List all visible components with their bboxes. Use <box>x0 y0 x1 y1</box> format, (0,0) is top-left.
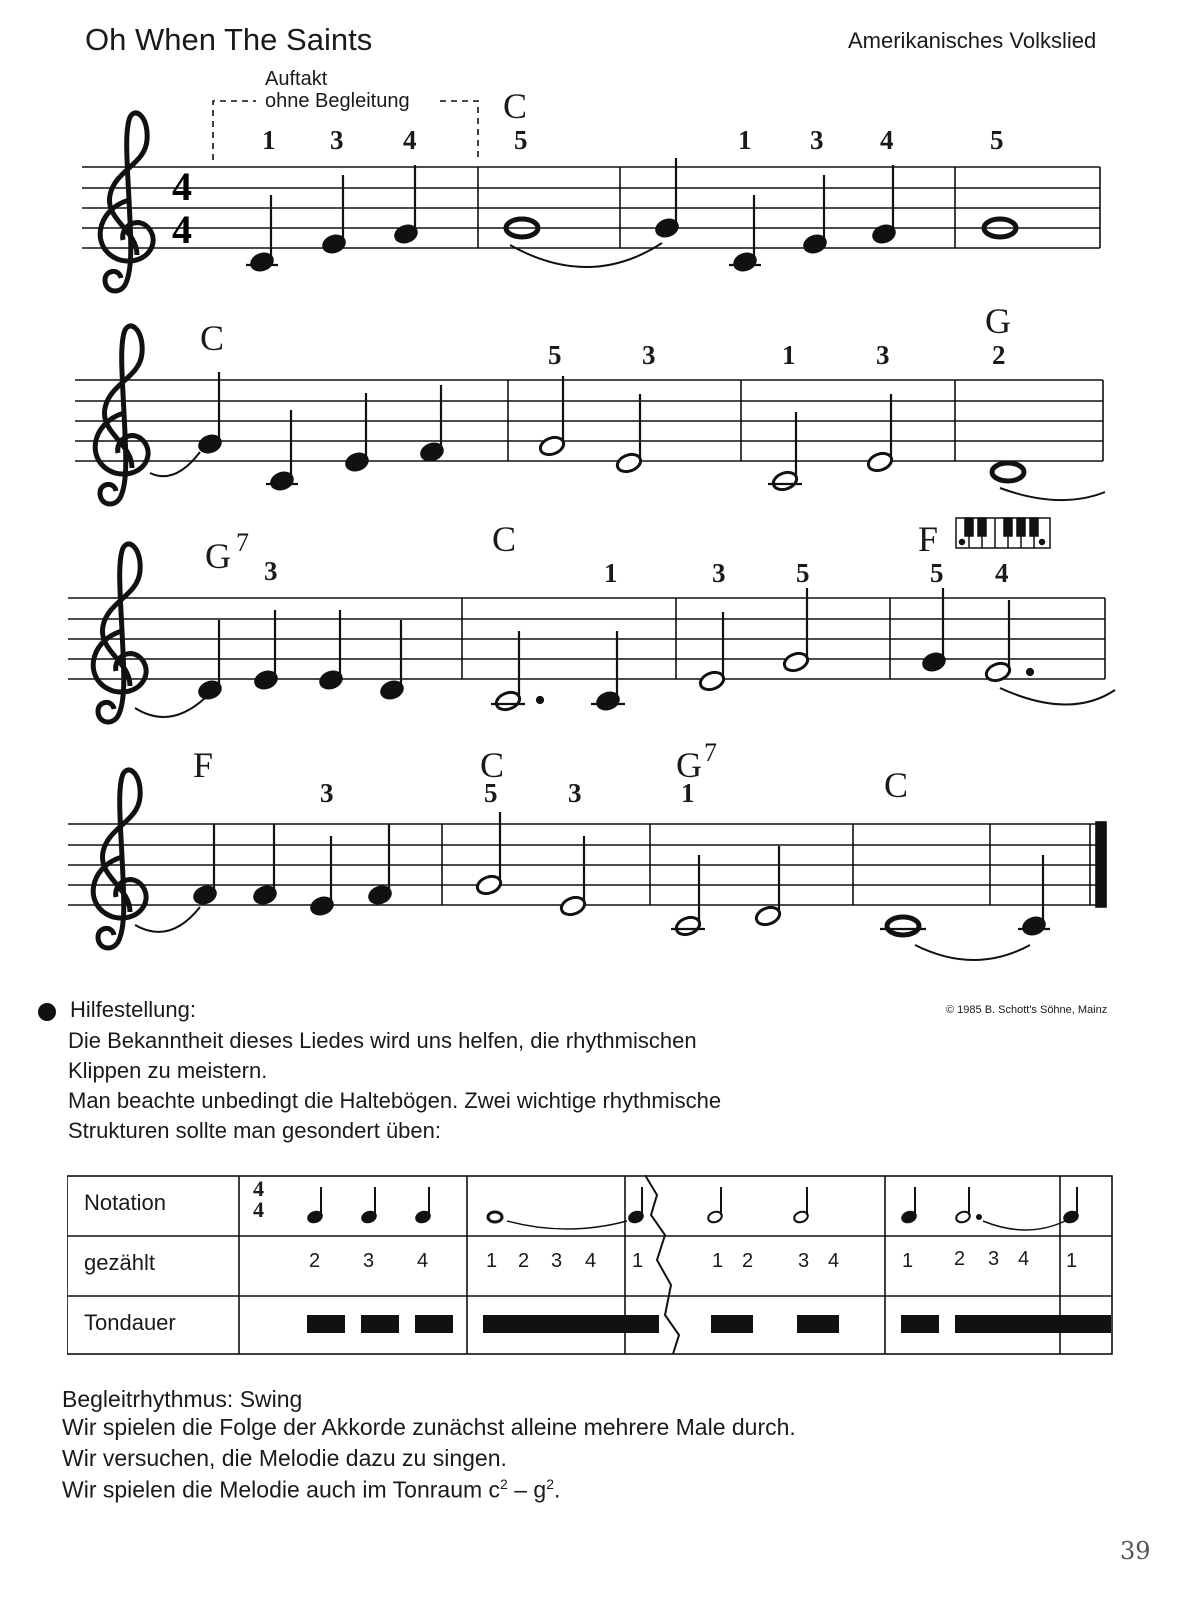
accompaniment-rhythm: Begleitrhythmus: Swing <box>62 1386 303 1412</box>
time-sig-bottom: 4 <box>172 207 192 252</box>
bullet-icon <box>38 1003 56 1021</box>
help-text-line: Klippen zu meistern. <box>68 1058 268 1083</box>
auftakt-note: ohne Begleitung <box>265 90 410 112</box>
staff-system-1 <box>82 167 1100 248</box>
range-text: . <box>554 1476 561 1503</box>
count: 4 <box>585 1250 597 1272</box>
count: 1 <box>902 1250 914 1272</box>
treble-clef-icon <box>93 770 146 948</box>
staff-system-4 <box>68 822 1106 907</box>
footer-text-line <box>62 1476 560 1504</box>
time-sig-top: 4 <box>172 164 192 209</box>
footer-text-line: Wir spielen die Folge der Akkorde zunächst alleine mehrere Male durch. <box>62 1414 796 1440</box>
count: 3 <box>363 1250 375 1272</box>
notes-system-1 <box>246 158 1016 273</box>
staff-system-3 <box>68 598 1105 679</box>
fingering: 3 <box>320 778 334 808</box>
count: 3 <box>551 1250 563 1272</box>
fingering: 1 <box>604 558 618 588</box>
count: 1 <box>1066 1250 1078 1272</box>
song-origin: Amerikanisches Volkslied <box>848 28 1097 53</box>
fingering: 1 <box>262 125 276 155</box>
fingering: 3 <box>568 778 582 808</box>
fingering: 3 <box>712 558 726 588</box>
fingering: 3 <box>264 556 278 586</box>
fingering: 5 <box>990 125 1004 155</box>
row-label-counted: gezählt <box>84 1250 155 1275</box>
auftakt-label: Auftakt <box>265 68 328 90</box>
chord-symbol: G <box>676 745 702 785</box>
help-text-line: Die Bekanntheit dieses Liedes wird uns helfen, die rhythmischen <box>68 1028 697 1053</box>
count: 4 <box>828 1250 840 1272</box>
count: 3 <box>988 1248 1000 1270</box>
chord-symbol: C <box>200 318 225 358</box>
count: 2 <box>309 1250 321 1272</box>
treble-clef-icon <box>100 113 153 291</box>
fingering: 1 <box>738 125 752 155</box>
fingering: 4 <box>995 558 1009 588</box>
fingering: 3 <box>876 340 890 370</box>
chord-symbol: C <box>884 765 909 805</box>
fingering: 3 <box>642 340 656 370</box>
fingering: 5 <box>796 558 810 588</box>
chord-superscript: 7 <box>236 528 249 557</box>
count: 2 <box>742 1250 754 1272</box>
chord-symbol: C <box>503 86 528 126</box>
chord-symbol: G <box>205 536 231 576</box>
page-number: 39 <box>1120 1537 1151 1565</box>
count: 2 <box>518 1250 530 1272</box>
notes-system-4 <box>135 812 1050 960</box>
staff-system-2 <box>75 380 1103 461</box>
count: 4 <box>1018 1248 1030 1270</box>
help-text-line: Strukturen sollte man gesondert üben: <box>68 1118 442 1143</box>
chord-symbol: C <box>492 519 517 559</box>
notes-system-3 <box>135 588 1115 717</box>
count: 1 <box>486 1250 498 1272</box>
fingering: 3 <box>810 125 824 155</box>
table-time-sig-top: 4 <box>253 1176 264 1201</box>
count: 1 <box>712 1250 724 1272</box>
count: 1 <box>632 1250 644 1272</box>
notes-system-2 <box>150 372 1105 500</box>
piano-keyboard-icon <box>956 518 1050 548</box>
table-time-sig-bottom: 4 <box>253 1197 264 1222</box>
fingering: 5 <box>484 778 498 808</box>
chord-superscript: 7 <box>704 738 717 767</box>
row-label-notation: Notation <box>84 1190 166 1215</box>
chord-symbol: C <box>480 745 505 785</box>
treble-clef-icon <box>95 326 148 504</box>
song-title: Oh When The Saints <box>85 22 373 57</box>
footer-text-line: Wir versuchen, die Melodie dazu zu singen. <box>62 1445 507 1471</box>
fingering: 5 <box>930 558 944 588</box>
range-octave: 2 <box>500 1476 508 1492</box>
range-octave: 2 <box>546 1476 555 1492</box>
range-text: – g <box>507 1476 547 1503</box>
fingering: 4 <box>403 125 417 155</box>
fingering: 2 <box>992 340 1006 370</box>
fingering: 1 <box>782 340 796 370</box>
chord-symbol: F <box>193 745 214 785</box>
range-text: Wir spielen die Melodie auch im Tonraum c <box>62 1476 501 1503</box>
fingering: 1 <box>681 778 695 808</box>
fingering: 5 <box>548 340 562 370</box>
fingering: 4 <box>880 125 894 155</box>
count: 3 <box>798 1250 810 1272</box>
fingering: 3 <box>330 125 344 155</box>
treble-clef-icon <box>93 544 146 722</box>
copyright-note: © 1985 B. Schott's Söhne, Mainz <box>946 1004 1108 1016</box>
chord-symbol: F <box>918 519 939 559</box>
duration-bars <box>307 1315 1111 1333</box>
count: 4 <box>417 1250 429 1272</box>
fingering: 5 <box>514 125 528 155</box>
count: 2 <box>954 1248 966 1270</box>
row-label-duration: Tondauer <box>84 1310 176 1335</box>
help-heading: Hilfestellung: <box>70 997 196 1022</box>
chord-symbol: G <box>985 301 1011 341</box>
auftakt-bracket <box>213 101 478 160</box>
help-text-line: Man beachte unbedingt die Haltebögen. Zwei wichtige rhythmische <box>68 1088 722 1113</box>
